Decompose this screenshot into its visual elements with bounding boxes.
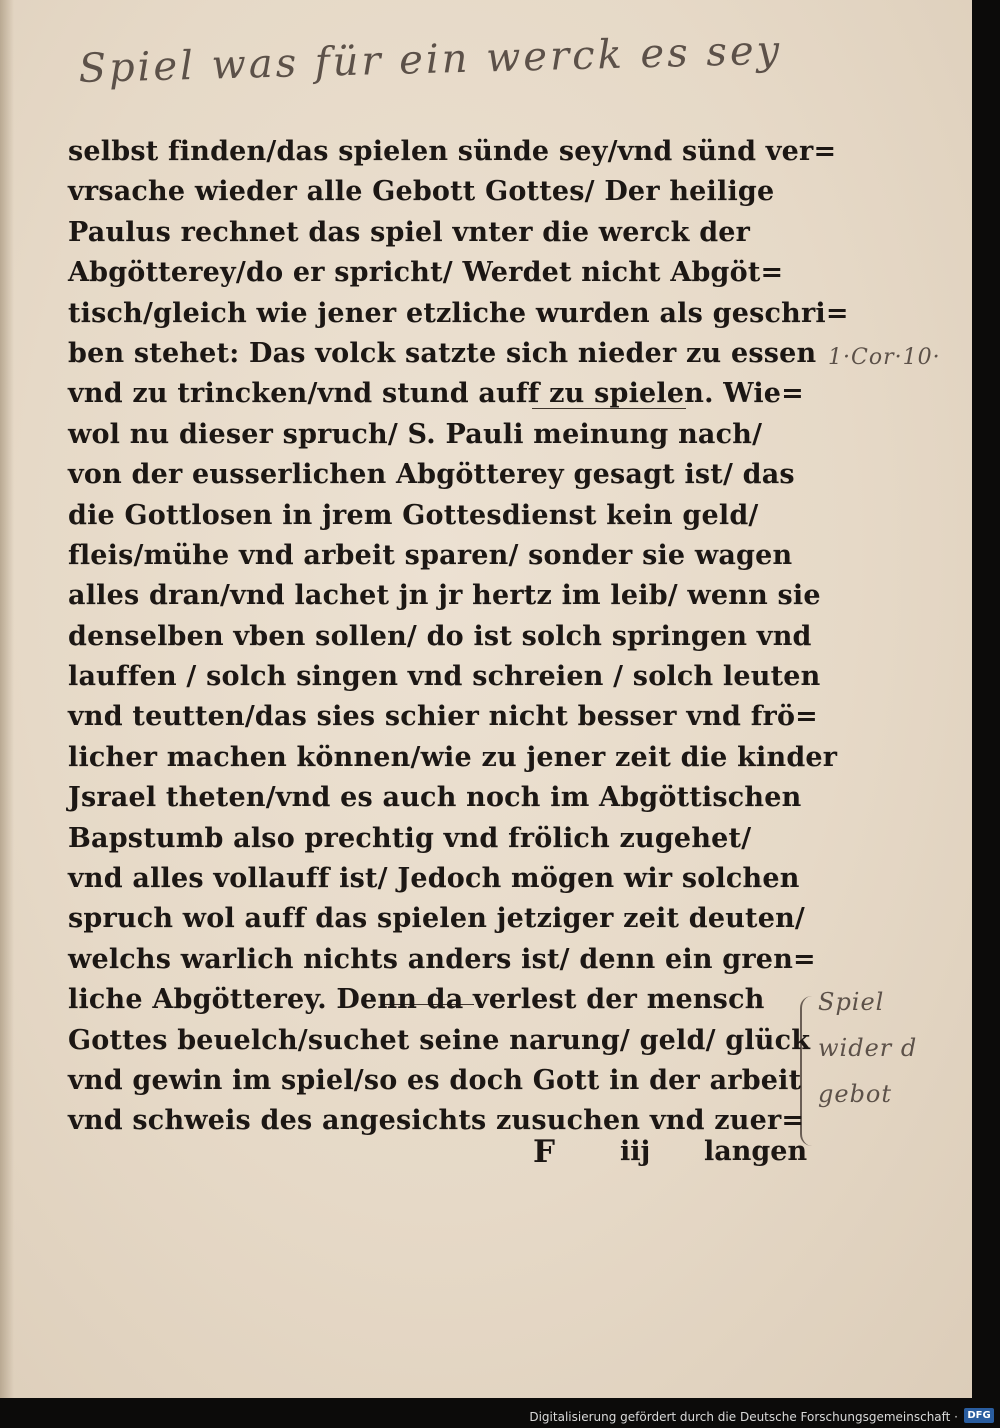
- text-line: liche Abgötterey. Denn da verlest der mensch: [68, 984, 765, 1016]
- text-line: Gottes beuelch/suchet seine narung/ geld/ glück: [68, 1024, 811, 1056]
- text-line: spruch wol auff das spielen jetziger zeit deuten/: [68, 903, 805, 935]
- text-line: denselben vben sollen/ do ist solch springen vnd: [68, 620, 812, 652]
- page-gutter-shadow: [0, 0, 14, 1398]
- text-line: vnd schweis des angesichts zusuchen vnd zuer=: [68, 1105, 805, 1137]
- text-line: ben stehet: Das volck satzte sich nieder zu essen: [68, 337, 817, 369]
- dfg-logo: DFG: [964, 1408, 994, 1423]
- text-line: welchs warlich nichts anders ist/ denn ein gren=: [68, 943, 816, 975]
- text-line: vnd gewin im spiel/so es doch Gott in der arbeit: [68, 1064, 802, 1096]
- printed-text-block: [68, 132, 849, 1142]
- handwritten-heading: Spiel was für ein werck es sey: [78, 27, 783, 92]
- text-line: tisch/gleich wie jener etzliche wurden als geschri=: [68, 297, 849, 329]
- text-line: von der eusserlichen Abgötterey gesagt ist/ das: [68, 459, 795, 491]
- handwritten-bible-reference: 1·Cor·10·: [828, 345, 941, 370]
- text-line: vnd zu trincken/vnd stund auff zu spielen. Wie=: [68, 378, 804, 410]
- text-line: Paulus rechnet das spiel vnter die werck der: [68, 216, 751, 248]
- text-line: vrsache wieder alle Gebott Gottes/ Der heilige: [68, 176, 775, 208]
- text-line: vnd alles vollauff ist/ Jedoch mögen wir solchen: [68, 863, 800, 895]
- signature-mark: F: [533, 1134, 556, 1170]
- handwritten-side-note-line: wider d: [818, 1034, 918, 1062]
- text-line: lauffen / solch singen vnd schreien / solch leuten: [68, 661, 821, 693]
- text-line: selbst finden/das spielen sünde sey/vnd sünd ver=: [68, 136, 837, 167]
- handwritten-side-note-line: Spiel: [818, 988, 885, 1016]
- text-line: die Gottlosen in jrem Gottesdienst kein geld/: [68, 499, 759, 531]
- text-line: vnd teutten/das sies schier nicht besser vnd frö=: [68, 701, 818, 733]
- text-line: Bapstumb also prechtig vnd frölich zugehet/: [68, 822, 752, 854]
- text-line: licher machen können/wie zu jener zeit die kinder: [68, 741, 838, 773]
- text-line: wol nu dieser spruch/ S. Pauli meinung nach/: [68, 418, 763, 450]
- funding-credit: Digitalisierung gefördert durch die Deutsche Forschungsgemeinschaft ·: [529, 1410, 958, 1424]
- text-line: Abgötterey/do er spricht/ Werdet nicht Abgöt=: [68, 257, 784, 289]
- catchword: langen: [704, 1136, 808, 1167]
- text-line: Jsrael theten/vnd es auch noch im Abgöttischen: [68, 782, 802, 814]
- text-line: fleis/mühe vnd arbeit sparen/ sonder sie wagen: [68, 539, 793, 571]
- handwritten-side-note-line: gebot: [818, 1080, 893, 1108]
- text-line: alles dran/vnd lachet jn jr hertz im leib/ wenn sie: [68, 580, 821, 612]
- signature-number: iij: [620, 1136, 651, 1167]
